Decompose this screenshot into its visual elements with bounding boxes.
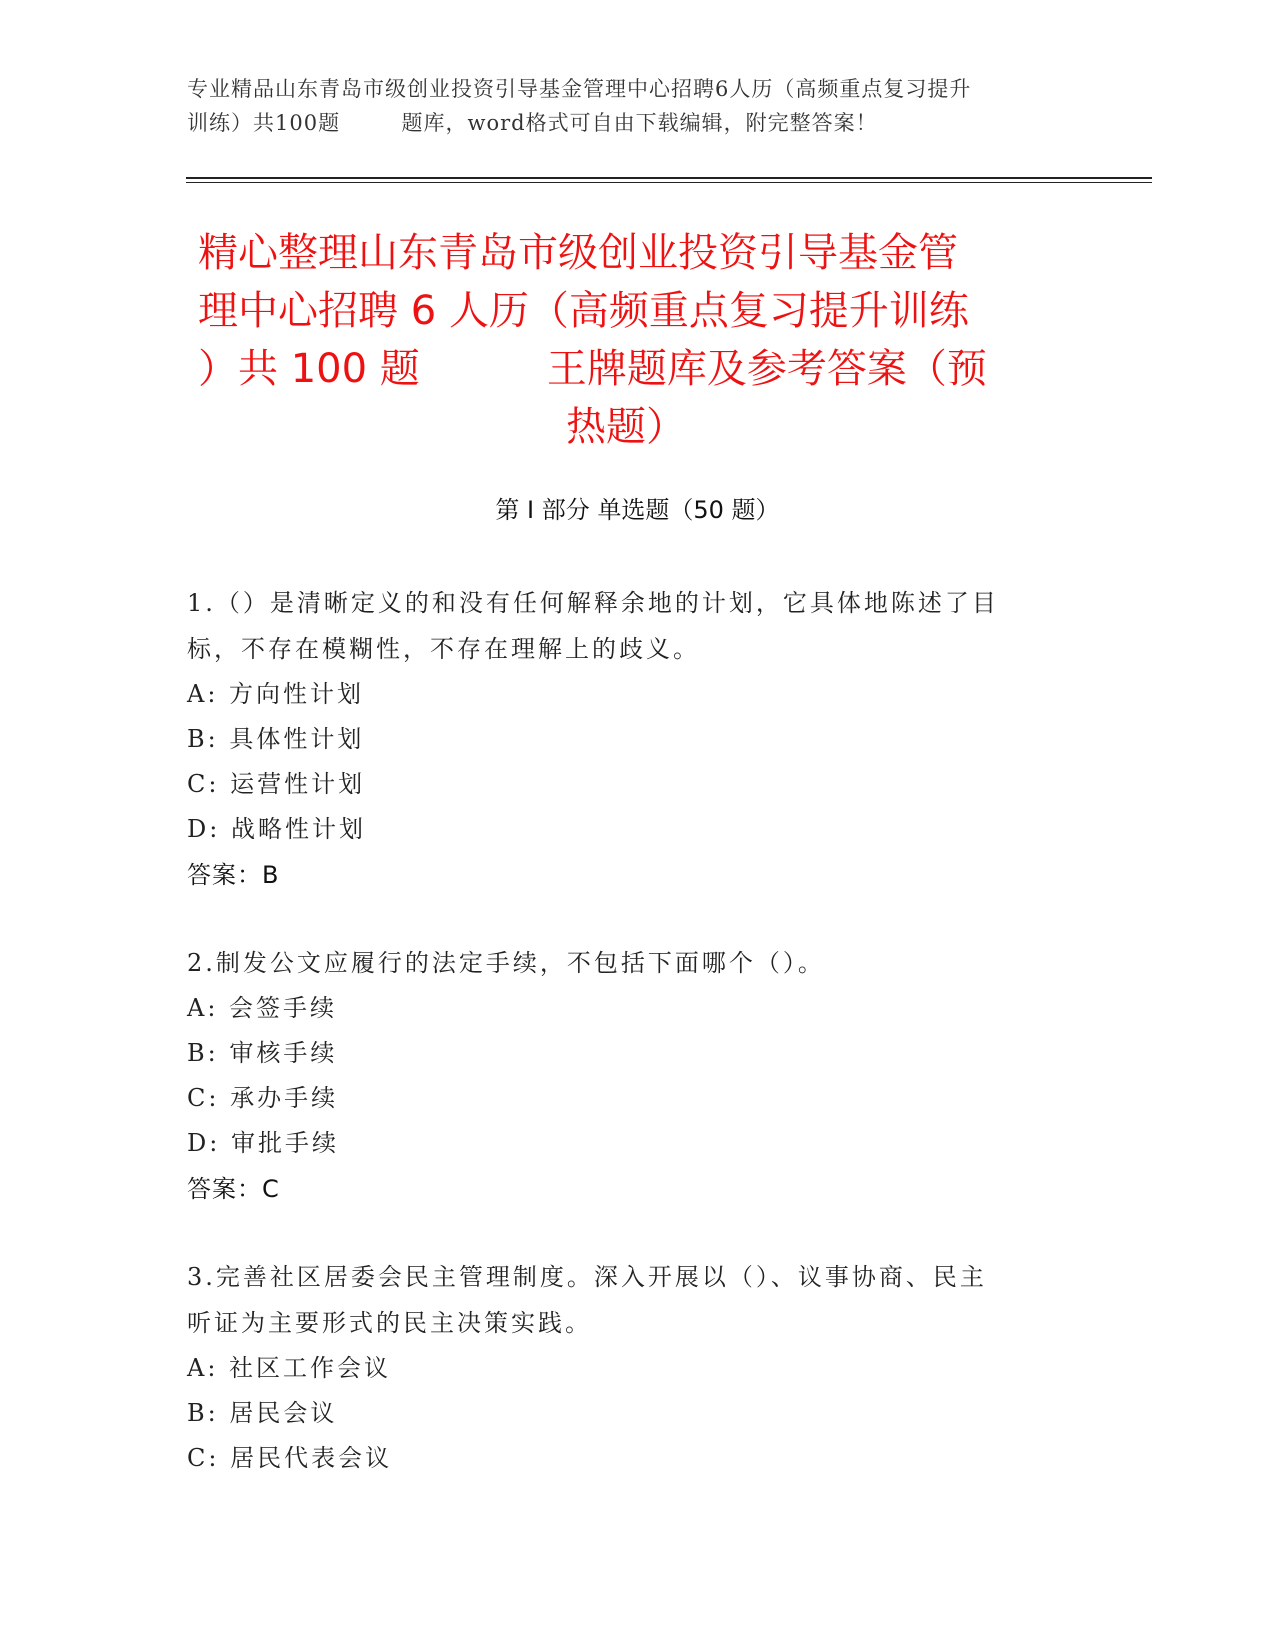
section-heading: 第 I 部分 单选题（50 题） [495,496,780,524]
header-divider-thick [186,177,1152,179]
question-stem [187,1254,1087,1346]
option-d: D: 审批手续 [187,1129,339,1157]
option-a: A: 社区工作会议 [187,1354,392,1382]
option-b: B: 具体性计划 [187,725,365,753]
header-divider-thin [186,182,1152,183]
question-stem [187,580,1087,672]
title-line-4: 热题） [566,404,686,450]
question-stem-line: 标，不存在模糊性，不存在理解上的歧义。 [187,635,700,663]
option-a: A: 方向性计划 [187,680,365,708]
option-c: C: 居民代表会议 [187,1444,393,1472]
option-d: D: 战略性计划 [187,815,366,843]
question-list [187,580,1087,1523]
question-stem-line: 1.（）是清晰定义的和没有任何解释余地的计划，它具体地陈述了目 [187,589,999,617]
answer: 答案：C [187,1175,280,1203]
title-line-1: 精心整理山东青岛市级创业投资引导基金管 [198,230,958,276]
header-note-line-1: 专业精品山东青岛市级创业投资引导基金管理中心招聘6人历（高频重点复习提升 [187,77,972,101]
option-c: C: 运营性计划 [187,770,366,798]
question-stem-line: 听证为主要形式的民主决策实践。 [187,1309,592,1337]
option-b: B: 审核手续 [187,1039,338,1067]
question-stem-line: 3.完善社区居委会民主管理制度。深入开展以（）、议事协商、民主 [187,1263,987,1291]
option-c: C: 承办手续 [187,1084,339,1112]
question-3 [187,1254,1087,1481]
question-stem [187,940,1087,986]
header-note-line-2: 训练）共100题 题库，word格式可自由下载编辑，附完整答案！ [187,111,878,135]
question-stem-line: 2.制发公文应履行的法定手续，不包括下面哪个（）。 [187,949,825,977]
option-b: B: 居民会议 [187,1399,338,1427]
document-title [198,224,1078,456]
answer: 答案：B [187,861,280,889]
header-note [187,72,1087,140]
question-1 [187,580,1087,898]
option-a: A: 会签手续 [187,994,338,1022]
title-line-3: ）共 100 题 王牌题库及参考答案（预 [198,346,987,392]
question-2 [187,940,1087,1212]
title-line-2: 理中心招聘 6 人历（高频重点复习提升训练 [198,288,969,334]
